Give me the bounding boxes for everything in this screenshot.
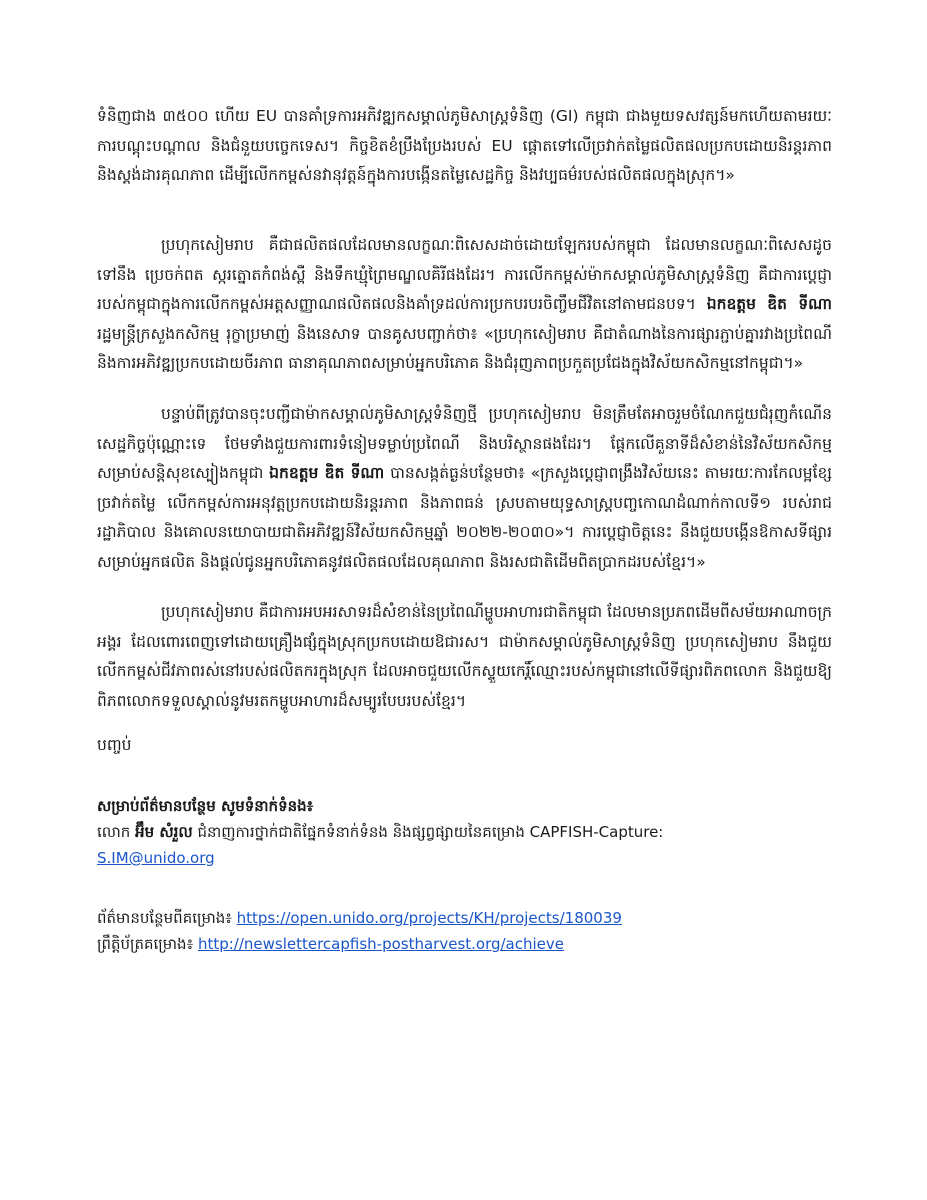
contact-email-link[interactable]: S.IM@unido.org — [97, 849, 215, 867]
paragraph-3 — [97, 400, 832, 577]
paragraph-2-text-a: ប្រហុកសៀមរាប គឺជាផលិតផលដែលមានលក្ខណៈពិសេសដាច់ដោយឡែករបស់កម្ពុជា ដែលមានលក្ខណៈពិសេសដូចទៅនឹង ប្រេចក់ពត ស្ករត្នោតកំពង់ស្ពឺ និងទឹកឃ្មុំព្រៃមណ្ឌលគិរីផងដែរ។ ការលើកកម្ពស់ម៉ាកសម្គាល់ភូមិសាស្ត្រទំនិញ គឺជាការប្តេជ្ញារបស់កម្ពុជាក្នុងការលើកកម្ពស់អត្តសញ្ញាណផលិតផលនិងគាំទ្រដល់ការប្រកបរបរចិញ្ចឹមជីវិតនៅតាមជនបទ។ — [97, 236, 832, 313]
minister-name: ឯកឧត្តម ឌិត ទីណា — [269, 464, 385, 482]
links-section — [97, 905, 832, 957]
project-info-line — [97, 905, 832, 931]
contact-name: អ៊ឹម សំរួល — [135, 823, 193, 841]
contact-heading: សម្រាប់ព័ត៌មានបន្ថែម សូមទំនាក់ទំនង៖ — [97, 797, 314, 815]
paragraph-4: ប្រហុកសៀមរាប គឺជាការអបអរសាទរដ៏សំខាន់នៃប្រពៃណីម្ហូបអាហារជាតិកម្ពុជា ដែលមានប្រភពដើមពីសម័យអាណាចក្រអង្គរ ដែលពោរពេញទៅដោយគ្រឿងផ្សំក្នុងស្រុកប្រកបដោយឱជារស។ ជាម៉ាកសម្គាល់ភូមិសាស្ត្រទំនិញ ប្រហុកសៀមរាប នឹងជួយលើកកម្ពស់ជីវភាពរស់នៅរបស់ផលិតករក្នុងស្រុក ដែលអាចជួយលើកស្ទួយកេរ្តិ៍ឈ្មោះរបស់កម្ពុជានៅលើទីផ្សារពិភពលោក និងជួយឱ្យពិភពលោកទទួលស្គាល់នូវមរតកម្ហូបអាហារដ៏សម្បូរបែបរបស់ខ្មែរ។ — [97, 603, 832, 710]
contact-person — [97, 819, 832, 845]
project-info-label: ព័ត៌មានបន្ថែមពីគម្រោង៖ — [97, 909, 237, 927]
minister-name: ឯកឧត្តម ឌិត ទីណា — [706, 295, 833, 313]
newsletter-url-link[interactable]: http://newslettercapfish-postharvest.org/achieve — [197, 935, 565, 953]
paragraph-2 — [97, 231, 832, 379]
paragraph-2-text-b: រដ្ឋមន្ត្រីក្រសួងកសិកម្ម រុក្ខាប្រមាញ់ និងនេសាទ បានគូសបញ្ជាក់ថា៖ «ប្រហុកសៀមរាប គឺជាតំណាងនៃការផ្សារភ្ជាប់គ្នារវាងប្រពៃណីនិងការអភិវឌ្ឍប្រកបដោយចីរភាព ធានាគុណភាពសម្រាប់អ្នកបរិភោគ និងជំរុញភាពប្រកួតប្រជែងក្នុងវិស័យកសិកម្មនៅកម្ពុជា។» — [97, 324, 832, 372]
newsletter-label: ព្រឹត្តិប័ត្រគម្រោង៖ — [97, 935, 198, 953]
paragraph-1: ទំនិញជាង ៣៥០០ ហើយ EU បានគាំទ្រការអភិវឌ្ឍកសម្គាល់ភូមិសាស្ត្រទំនិញ (GI) កម្ពុជា ជាងមួយទសវត្សន៍មកហើយតាមរយៈការបណ្តុះបណ្តាល និងជំនួយបច្ចេកទេស។ កិច្ចខិតខំប្រឹងប្រែងរបស់ EU ផ្តោតទៅលើច្រវាក់តម្លៃផលិតផលប្រកបដោយនិរន្តរភាព និងស្តង់ដារគុណភាព ដើម្បីលើកកម្ពស់នវានុវត្តន៍ក្នុងការបង្កើនតម្លៃសេដ្ឋកិច្ច និងវប្បធម៌របស់ផលិតផលក្នុងស្រុក។» — [97, 107, 832, 184]
contact-role: ជំនាញការថ្នាក់ជាតិផ្នែកទំនាក់ទំនង និងផ្សព្វផ្សាយនៃគម្រោង CAPFISH-Capture: — [192, 823, 664, 841]
contact-section — [97, 793, 832, 871]
contact-prefix: លោក — [97, 823, 136, 841]
paragraph-3-text-a: បន្ទាប់ពីត្រូវបានចុះបញ្ជីជាម៉ាកសម្គាល់ភូមិសាស្ត្រទំនិញថ្មី ប្រហុកសៀមរាប មិនត្រឹមតែអាចរួមចំណែកជួយជំរុញកំណើនសេដ្ឋកិច្ចប៉ុណ្ណោះទេ ថែមទាំងជួយការពារទំនៀមទម្លាប់ប្រពៃណី និងបរិស្ថានផងដែរ។ ផ្តែកលើគួនាទីដ៏សំខាន់នៃវិស័យកសិកម្មសម្រាប់សន្តិសុខស្បៀងកម្ពុជា — [97, 405, 832, 482]
newsletter-line — [97, 931, 832, 957]
project-url-link[interactable]: https://open.unido.org/projects/KH/projects/180039 — [236, 909, 622, 927]
end-mark: បញ្ចប់ — [97, 736, 132, 754]
paragraph-3-text-b: បានសង្កត់ធ្ងន់បន្ថែមថា៖ «ក្រសួងប្តេជ្ញាពង្រឹងវិស័យនេះ តាមរយៈការកែលម្អខ្សែច្រវាក់តម្លៃ លើកកម្ពស់ការអនុវត្តប្រកបដោយនិរន្តរភាព និងភាពធន់ ស្របតាមយុទ្ធសាស្ត្របញ្ចកោណដំណាក់កាលទី១ របស់រាជរដ្ឋាភិបាល និងគោលនយោបាយជាតិអភិវឌ្ឍន៍វិស័យកសិកម្មឆ្នាំ ២០២២-២០៣០»។ ការប្តេជ្ញាចិត្តនេះ នឹងជួយបង្កើនឱកាសទីផ្សារសម្រាប់អ្នកផលិត និងផ្តល់ជូនអ្នកបរិភោគនូវផលិតផលដែលគុណភាព និងរសជាតិដើមពិតប្រាកដរបស់ខ្មែរ។» — [97, 464, 833, 571]
